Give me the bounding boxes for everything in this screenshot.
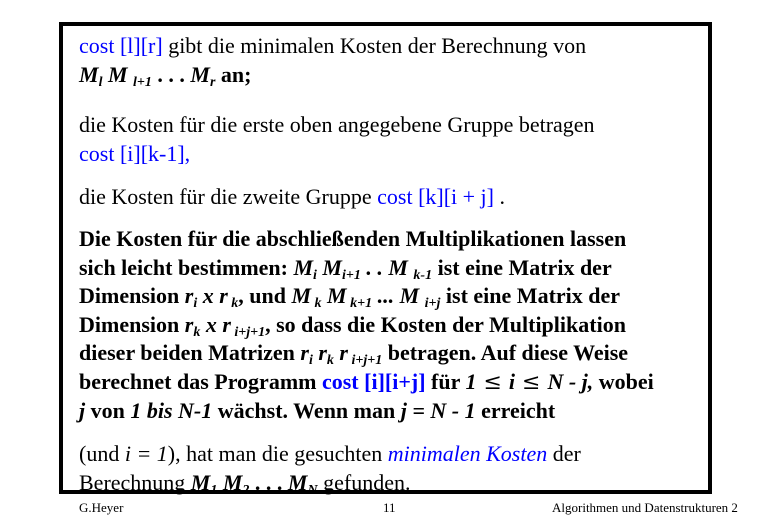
period: .: [494, 184, 505, 209]
definition-text: gibt die minimalen Kosten der Berechnung von: [162, 33, 587, 58]
result-line-1: (und i = 1), hat man die gesuchten minimalen Kosten der: [79, 441, 581, 466]
line-1: Die Kosten für die abschließenden Multiplikationen lassen: [79, 226, 627, 251]
paragraph-result: [79, 440, 709, 497]
cost-i-k1-term: cost [i][k-1],: [79, 140, 191, 166]
line-4: Dimension $r_k$ x r $_{i+j+1}$, so dass die Kosten der Multiplikation: [79, 311, 626, 340]
minimal-cost-term: minimalen Kosten: [387, 441, 548, 466]
line-2: sich leicht bestimmen: $M_i$ $M_{i+1}$ . . M $_{k-1}$ ist eine Matrix der: [79, 254, 612, 283]
footer-author: G.Heyer: [79, 500, 124, 515]
cost-lr-term: cost [l][r]: [79, 33, 163, 58]
footer-page-number: 11: [383, 500, 396, 515]
definition-end: an;: [215, 61, 252, 87]
paragraph-first-group: [79, 111, 709, 168]
paragraph-final-multiplication: [79, 225, 709, 426]
result-line-2: Berechnung $M_1$ $M_2$ . . . $M_N$ gefunden.: [79, 469, 411, 498]
leq-symbol: ≤: [515, 369, 548, 395]
line-7: j von 1 bis N-1 wächst. Wenn man j = N - 1 erreicht: [79, 398, 556, 423]
footer-course-title: Algorithmen und Datenstrukturen 2: [552, 500, 738, 515]
cost-i-ij-term: cost [i][i+j]: [321, 368, 426, 394]
matrix-m-r: $M_r$: [190, 61, 216, 90]
paragraph-cost-definition: [79, 32, 709, 89]
line-6: berechnet das Programm cost [i][i+j] für 1 ≤ i ≤ N - j, wobei: [79, 368, 654, 395]
line-5: dieser beiden Matrizen $r_i$ $r_k$ r $_{i+j+1}$ betragen. Auf diese Weise: [79, 340, 629, 368]
ellipsis: . . .: [151, 61, 191, 87]
paragraph-second-group: [79, 183, 709, 212]
second-group-text: die Kosten für die zweite Gruppe: [79, 184, 378, 209]
first-group-text: die Kosten für die erste oben angegebene Gruppe betragen: [79, 112, 595, 137]
leq-symbol: ≤: [476, 369, 509, 395]
line-3: Dimension $r_i$ x r $_k$, und M $_k$ M $_{k+1}$ ... M $_{i+j}$ ist eine Matrix der: [79, 283, 621, 311]
matrix-m-l: $M_l$: [79, 61, 103, 90]
matrix-m-l1: M $_{l+1}$: [102, 61, 152, 90]
cost-k-ij-term: cost [k][i + j]: [377, 184, 494, 209]
